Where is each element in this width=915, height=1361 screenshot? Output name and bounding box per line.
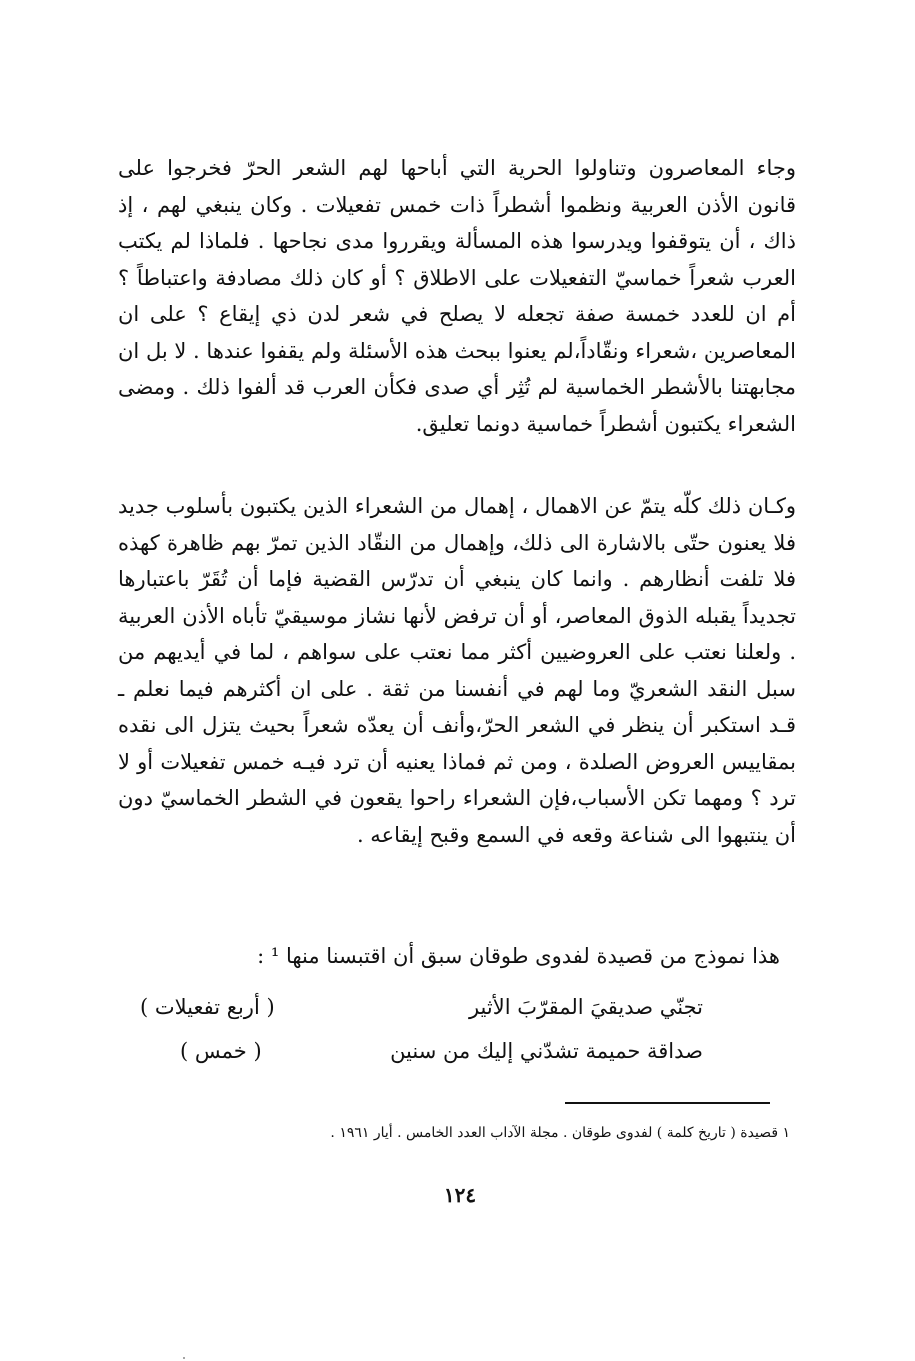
scan-speck <box>183 1357 185 1359</box>
body-paragraph-1: وجاء المعاصرون وتناولوا الحرية التي أباحها لهم الشعر الحرّ فخرجوا على قانون الأذن العربية ونظموا أشطراً ذات خمس تفعيلات . وكان ينبغي لهم ، إذ ذاك ، أن يتوقفوا ويدرسوا هذه المسألة ويقرروا مدى نجاحها . فلماذا لم يكتب العرب شعراً خماسيّ التفعيلات على الاطلاق ؟ أو كان ذلك مصادفة واعتباطاً ؟ أم ان للعدد خمسة صفة تجعله لا يصلح في شعر لدن ذي إيقاع ؟ على ان المعاصرين ،شعراء ونقّاداً،لم يعنوا ببحث هذه الأسئلة ولم يقفوا عندها . لا بل ان مجابهتنا بالأشطر الخماسية لم تُثِر أي صدى فكأن العرب قد ألفوا ذلك . ومضى الشعراء يكتبون أشطراً خماسية دونما تعليق. <box>118 156 796 436</box>
quote-intro: هذا نموذج من قصيدة لفدوى طوقان سبق أن اقتبسنا منها ¹ : <box>257 944 780 968</box>
footnote-divider <box>565 1102 770 1104</box>
verse-note-2: ( خمس ) <box>180 1039 262 1063</box>
verse-note-1: ( أربع تفعيلات ) <box>140 995 275 1019</box>
verse-line-2: صداقة حميمة تشدّني إليك من سنين <box>390 1039 703 1063</box>
footnote: ١ قصيدة ( تاريخ كلمة ) لفدوى طوقان . مجلة الآداب العدد الخامس . أيار ١٩٦١ . <box>330 1125 790 1141</box>
verse-line-1: تجنّي صديقيَ المقرّبَ الأثير <box>468 995 703 1019</box>
page-number: ١٢٤ <box>443 1183 477 1207</box>
body-paragraph-2: وكـان ذلك كلّه يتمّ عن الاهمال ، إهمال من الشعراء الذين يكتبون بأسلوب جديد فلا يعنون حتّى بالاشارة الى ذلك، وإهمال من النقّاد الذين تمرّ بهم ظاهرة كهذه فلا تلفت أنظارهم . وانما كان ينبغي أن تدرّس القضية فإما أن تُقَرّ باعتبارها تجديداً يقبله الذوق المعاصر، أو أن ترفض لأنها نشاز موسيقيّ تأباه الأذن العربية . ولعلنا نعتب على العروضيين أكثر مما نعتب على سواهم ، لما في أيديهم من سبل النقد الشعريّ وما لهم في أنفسنا من ثقة . على ان أكثرهم فيما نعلم ـ قـد استكبر أن ينظر في الشعر الحرّ،وأنف أن يعدّه شعراً بحيث يتزل الى نقده بمقاييس العروض الصلدة ، ومن ثم فماذا يعنيه أن ترد فيـه خمس تفعيلات أو لا ترد ؟ ومهما تكن الأسباب،فإن الشعراء راحوا يقعون في الشطر الخماسيّ دون أن ينتبهوا الى شناعة وقعه في السمع وقبح إيقاعه . <box>118 494 796 847</box>
